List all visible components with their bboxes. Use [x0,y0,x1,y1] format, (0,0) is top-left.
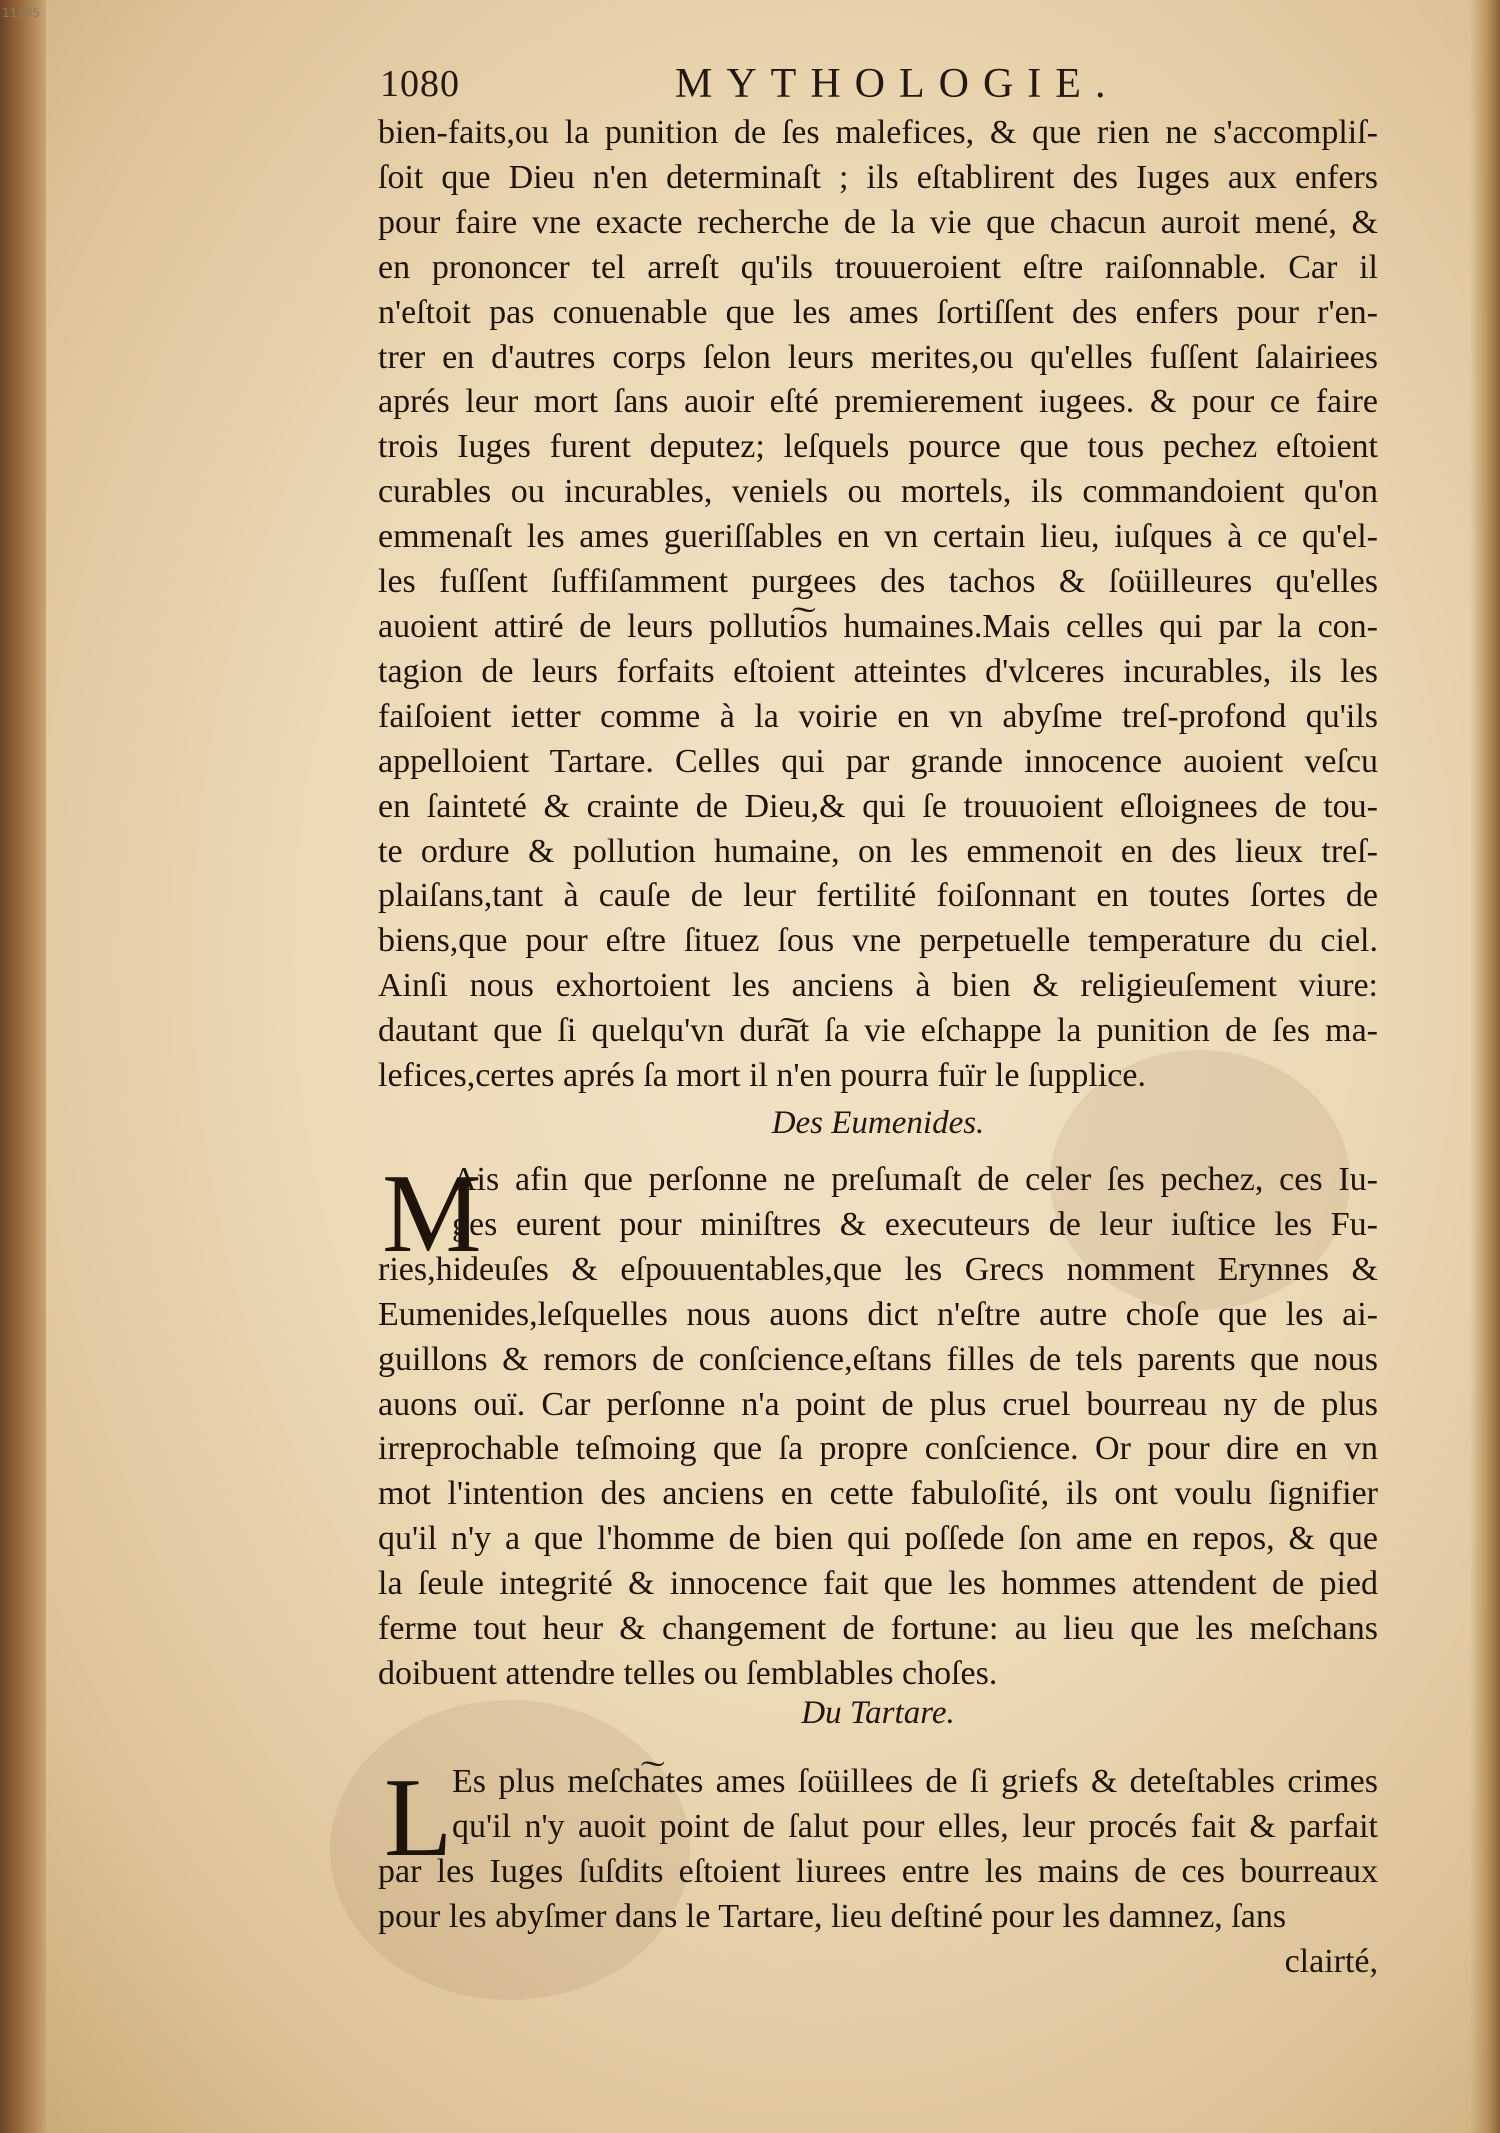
page-header [380,62,1170,114]
text-line: Es plus meſch͠ates ames ſoüillees de ſi griefs & deteſtables crimes [452,1763,1378,1800]
text-line: trer en d'autres corps ſelon leurs merites,ou qu'elles fuſſent ſalairiees [378,338,1378,376]
text-line: pour faire vne exacte recherche de la vie que chacun auroit mené, & [378,203,1378,241]
drop-cap: M [382,1152,482,1276]
text-line: lefices,certes aprés ſa mort il n'en pourra fuïr le ſupplice. [378,1057,1146,1095]
text-line: ges eurent pour miniſtres & executeurs de leur iuſtice les Fu- [452,1205,1378,1243]
text-line: qu'il n'y a que l'homme de bien qui poſſede ſon ame en repos, & que [378,1520,1378,1558]
text-line: doibuent attendre telles ou ſemblables choſes. [378,1654,998,1692]
text-line: en prononcer tel arreſt qu'ils trouueroient eſtre raiſonnable. Car il [378,248,1378,286]
paragraph-eumenides [378,1152,1378,1697]
text-line: Eumenides,leſquelles nous auons dict n'eſtre autre choſe que les ai- [378,1295,1378,1333]
text-line: te ordure & pollution humaine, on les emmenoit en des lieux treſ- [378,832,1378,870]
text-line: aprés leur mort ſans auoir eſté premierement iugees. & pour ce faire [378,383,1378,421]
page-edge-shadow [1470,0,1500,2133]
text-line: pour les abyſmer dans le Tartare, lieu deſtiné pour les damnez, ſans [378,1897,1287,1935]
section-heading-tartare: Du Tartare. [801,1695,955,1731]
text-line: tagion de leurs forfaits eſtoient atteintes d'vlceres incurables, ils les [378,652,1378,690]
text-line: qu'il n'y auoit point de ſalut pour elles, leur procés fait & parfait [452,1807,1378,1845]
text-line: biens,que pour eſtre ſituez ſous vne perpetuelle temperature du ciel. [378,922,1378,960]
text-line: Ainſi nous exhortoient les anciens à bien & religieuſement viure: [378,967,1378,1005]
page-number: 1080 [380,63,460,105]
text-line: par les Iuges ſuſdits eſtoient liurees entre les mains de ces bourreaux [378,1852,1378,1890]
text-line: appelloient Tartare. Celles qui par grande innocence auoient veſcu [378,742,1378,780]
text-line: faiſoient ietter comme à la voirie en vn abyſme treſ-profond qu'ils [378,697,1378,735]
text-line: plaiſans,tant à cauſe de leur fertilité foiſonnant en toutes ſortes de [378,877,1378,915]
text-line: mot l'intention des anciens en cette fabuloſité, ils ont voulu ſignifier [378,1475,1378,1513]
text-line: guillons & remors de conſcience,eſtans filles de tels parents que nous [378,1340,1378,1378]
drop-cap: L [384,1756,453,1880]
text-line: irreprochable teſmoing que ſa propre conſcience. Or pour dire en vn [378,1430,1378,1468]
text-line: la ſeule integrité & innocence fait que les hommes attendent de pied [378,1565,1378,1603]
text-line: Ais afin que perſonne ne preſumaſt de celer ſes pechez, ces Iu- [452,1161,1378,1198]
text-line: dautant que ſi quelqu'vn dur͠at ſa vie eſchappe la punition de ſes ma- [378,1012,1378,1050]
catchword: clairté, [1284,1943,1378,1980]
text-line: les fuſſent ſuffiſamment purgees des tachos & ſoüilleures qu'elles [378,563,1378,601]
text-line: curables ou incurables, veniels ou mortels, ils commandoient qu'on [378,473,1378,511]
text-line: emmenaſt les ames gueriſſables en vn certain lieu, iuſques à ce qu'el- [378,518,1378,556]
page-id: 11205 [2,6,41,20]
text-line: auons ouï. Car perſonne n'a point de plus cruel bourreau ny de plus [378,1385,1378,1423]
text-line: ſoit que Dieu n'en determinaſt ; ils eſtablirent des Iuges aux enfers [378,158,1378,196]
text-line: bien-faits,ou la punition de ſes malefices, & que rien ne s'accompliſ- [378,114,1378,151]
text-line: ries,hideuſes & eſpouuentables,que les Grecs nomment Erynnes & [378,1250,1378,1288]
section-heading-eumenides: Des Eumenides. [771,1105,985,1141]
text-line: en ſainteté & crainte de Dieu,& qui ſe trouuoient eſloignees de tou- [378,787,1378,825]
text-line: ferme tout heur & changement de fortune: au lieu que les meſchans [378,1610,1378,1648]
paragraph-tartare [378,1756,1378,1940]
page-gutter-shadow [0,0,46,2133]
running-title: MYTHOLOGIE. [675,61,1120,107]
paragraph-judges [378,111,1378,1099]
catchword-row [378,1940,1378,1985]
text-line: trois Iuges furent deputez; leſquels pource que tous pechez eſtoient [378,428,1378,466]
text-line: n'eſtoit pas conuenable que les ames ſortiſſent des enfers pour r'en- [378,293,1378,331]
text-line: auoient attiré de leurs polluti͠os humaines.Mais celles qui par la con- [378,607,1378,645]
